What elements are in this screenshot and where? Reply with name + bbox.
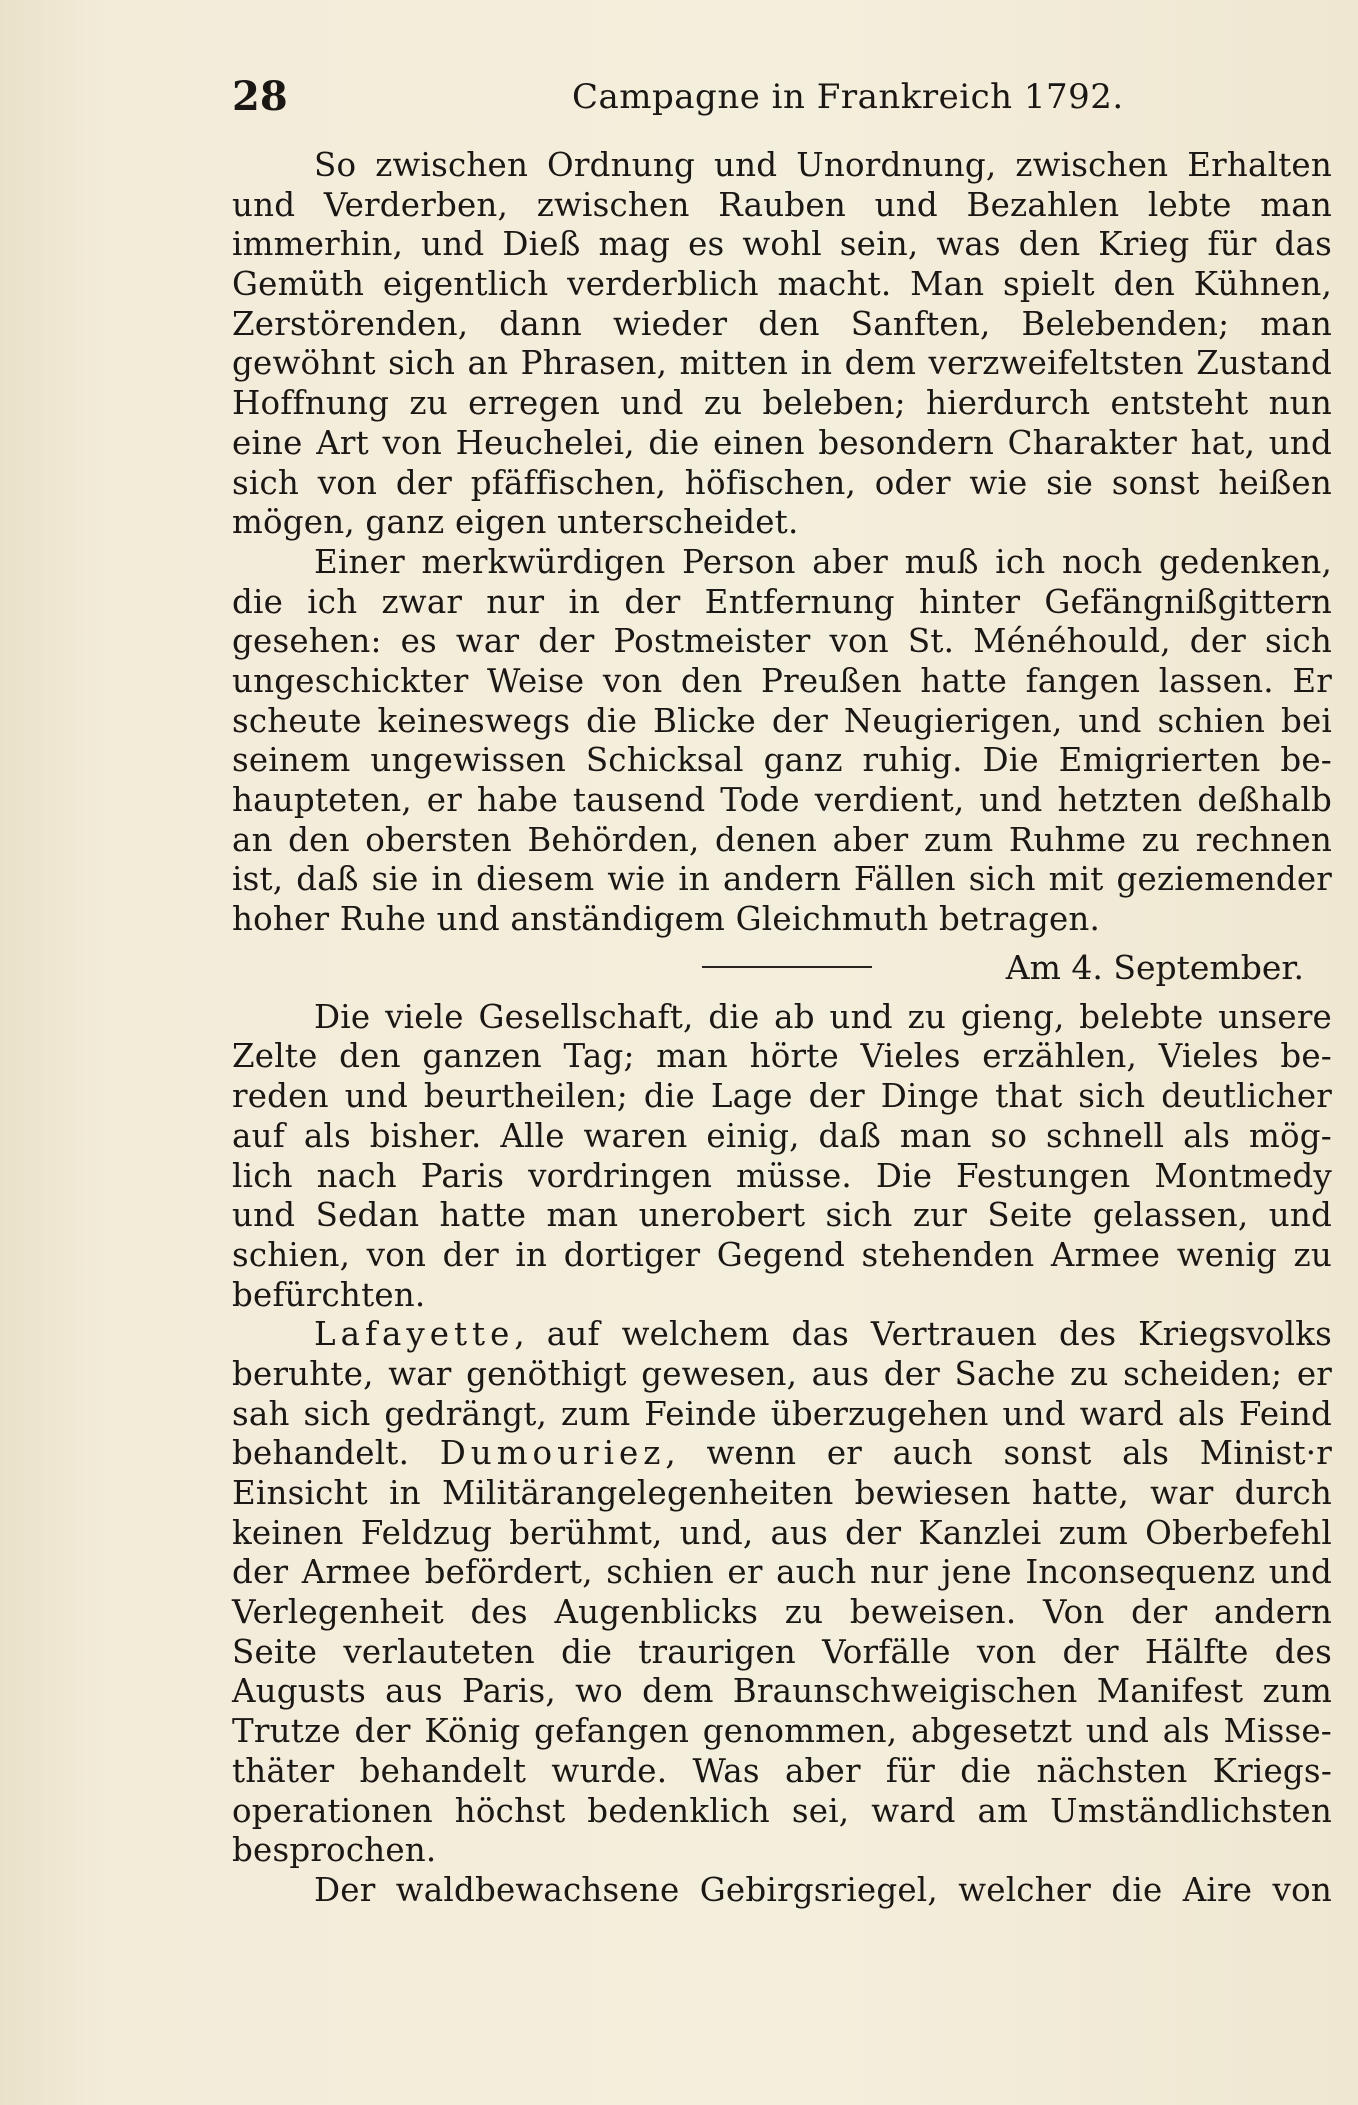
text-line: sich von der pfäffischen, höfischen, oder wie sie sonst heißen: [232, 463, 1332, 502]
running-head: Campagne in Frankreich 1792.: [572, 77, 1124, 117]
text-line: [232, 1315, 1332, 1355]
text-line: hoher Ruhe und anständigem Gleichmuth betragen.: [232, 900, 1101, 939]
text-run: behandelt.: [232, 1434, 440, 1473]
text-line: Zerstörenden, dann wieder den Sanften, Belebenden; man: [232, 304, 1332, 343]
text-line: scheute keineswegs die Blicke der Neugierigen, und schien bei: [232, 701, 1332, 740]
text-line: lich nach Paris vordringen müsse. Die Festungen Montmedy: [232, 1156, 1332, 1195]
page-header: [232, 72, 1332, 122]
text-line: gewöhnt sich an Phrasen, mitten in dem verzweifeltsten Zustand: [232, 344, 1332, 383]
person-name: Lafayette: [314, 1315, 515, 1354]
paragraph: [232, 543, 1332, 940]
section-break: [232, 940, 1332, 998]
text-line: thäter behandelt wurde. Was aber für die nächsten Kriegs-: [232, 1751, 1332, 1790]
body-text: [232, 146, 1332, 1911]
text-line: Hoffnung zu erregen und zu beleben; hierdurch entsteht nun: [232, 384, 1332, 423]
text-line: eine Art von Heuchelei, die einen besondern Charakter hat, und: [232, 423, 1332, 462]
text-run: , wenn er auch sonst als Minist·r: [665, 1434, 1332, 1473]
text-line: [232, 1434, 1332, 1474]
text-line: Der waldbewachsene Gebirgsriegel, welcher die Aire von: [314, 1870, 1332, 1909]
text-line: Augusts aus Paris, wo dem Braunschweigischen Manifest zum: [232, 1672, 1332, 1711]
text-line: der Armee befördert, schien er auch nur jene Inconsequenz und: [232, 1553, 1332, 1592]
paragraph: [232, 146, 1332, 543]
text-line: Einsicht in Militärangelegenheiten bewiesen hatte, war durch: [232, 1474, 1332, 1512]
text-line: Die viele Gesellschaft, die ab und zu gieng, belebte unsere: [314, 997, 1332, 1036]
paragraph: [232, 1871, 1332, 1911]
text-line: schien, von der in dortiger Gegend stehenden Armee wenig zu: [232, 1235, 1332, 1274]
paragraph: [232, 998, 1332, 1316]
text-line: an den obersten Behörden, denen aber zum Ruhme zu rechnen: [232, 820, 1332, 859]
text-run: , auf welchem das Vertrauen des Kriegsvolks: [514, 1315, 1332, 1354]
text-line: ist, daß sie in diesem wie in andern Fällen sich mit geziemender: [232, 860, 1332, 899]
text-line: haupteten, er habe tausend Tode verdient, und hetzten deßhalb: [232, 781, 1332, 819]
person-name: Dumouriez: [439, 1434, 666, 1473]
text-line: sah sich gedrängt, zum Feinde überzugehen und ward als Feind: [232, 1394, 1332, 1433]
text-line: befürchten.: [232, 1275, 426, 1314]
paragraph: [232, 1315, 1332, 1871]
text-line: Verlegenheit des Augenblicks zu beweisen. Von der andern: [232, 1593, 1332, 1632]
text-line: seinem ungewissen Schicksal ganz ruhig. Die Emigrierten be-: [232, 741, 1332, 780]
text-line: reden und beurtheilen; die Lage der Dinge that sich deutlicher: [232, 1077, 1332, 1116]
text-line: beruhte, war genöthigt gewesen, aus der Sache zu scheiden; er: [232, 1354, 1332, 1393]
text-line: Trutze der König gefangen genommen, abgesetzt und als Misse-: [232, 1712, 1332, 1751]
text-line: So zwischen Ordnung und Unordnung, zwischen Erhalten: [314, 146, 1332, 184]
text-line: ungeschickter Weise von den Preußen hatte fangen lassen. Er: [232, 661, 1332, 700]
date-heading: Am 4. September.: [1005, 947, 1304, 987]
text-line: Zelte den ganzen Tag; man hörte Vieles erzählen, Vieles be-: [232, 1037, 1332, 1076]
text-line: Seite verlauteten die traurigen Vorfälle von der Hälfte des: [232, 1632, 1332, 1671]
text-line: immerhin, und Dieß mag es wohl sein, was den Krieg für das: [232, 225, 1332, 264]
text-line: mögen, ganz eigen unterscheidet.: [232, 503, 799, 542]
text-line: auf als bisher. Alle waren einig, daß man so schnell als mög-: [232, 1116, 1332, 1155]
text-line: Gemüth eigentlich verderblich macht. Man spielt den Kühnen,: [232, 265, 1332, 304]
text-line: und Sedan hatte man unerobert sich zur Seite gelassen, und: [232, 1196, 1332, 1235]
text-line: keinen Feldzug berühmt, und, aus der Kanzlei zum Oberbefehl: [232, 1513, 1332, 1552]
text-line: besprochen.: [232, 1831, 437, 1870]
text-line: und Verderben, zwischen Rauben und Bezahlen lebte man: [232, 185, 1332, 224]
text-line: operationen höchst bedenklich sei, ward am Umständlichsten: [232, 1791, 1332, 1830]
text-line: gesehen: es war der Postmeister von St. Ménéhould, der sich: [232, 622, 1332, 661]
section-rule: [702, 966, 872, 968]
page-number: 28: [232, 73, 288, 120]
text-line: Einer merkwürdigen Person aber muß ich noch gedenken,: [314, 542, 1332, 581]
text-line: die ich zwar nur in der Entfernung hinter Gefängnißgittern: [232, 582, 1332, 621]
